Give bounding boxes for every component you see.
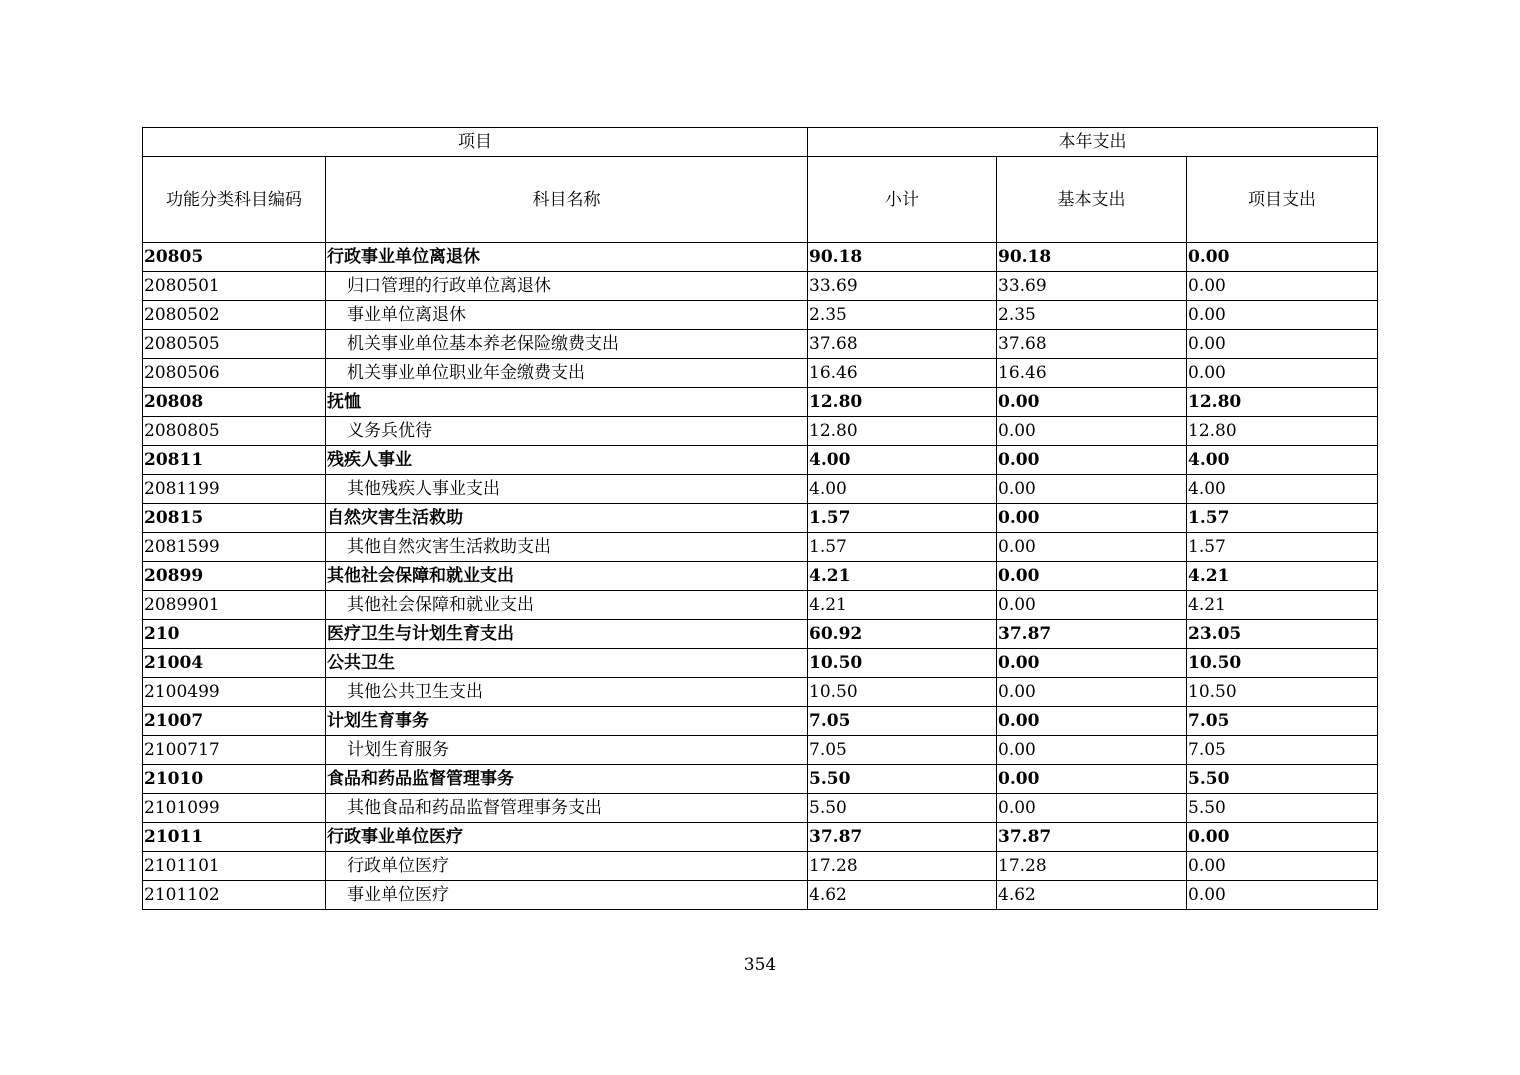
cell-name: 残疾人事业: [326, 446, 808, 475]
cell-project-expense: 1.57: [1187, 504, 1378, 533]
header-code: 功能分类科目编码: [143, 157, 326, 243]
cell-project-expense: 0.00: [1187, 852, 1378, 881]
cell-basic-expense: 0.00: [997, 504, 1187, 533]
cell-basic-expense: 0.00: [997, 533, 1187, 562]
cell-name: 医疗卫生与计划生育支出: [326, 620, 808, 649]
cell-basic-expense: 0.00: [997, 417, 1187, 446]
header-project-expense: 项目支出: [1187, 157, 1378, 243]
cell-subtotal: 33.69: [808, 272, 997, 301]
header-row-group: [143, 128, 1378, 157]
cell-project-expense: 0.00: [1187, 881, 1378, 910]
cell-project-expense: 0.00: [1187, 359, 1378, 388]
table-row: [143, 591, 1378, 620]
cell-subtotal: 7.05: [808, 736, 997, 765]
cell-subtotal: 2.35: [808, 301, 997, 330]
cell-basic-expense: 90.18: [997, 243, 1187, 272]
cell-project-expense: 0.00: [1187, 243, 1378, 272]
table-row: [143, 765, 1378, 794]
cell-project-expense: 0.00: [1187, 823, 1378, 852]
cell-project-expense: 12.80: [1187, 388, 1378, 417]
table-row: [143, 475, 1378, 504]
cell-project-expense: 12.80: [1187, 417, 1378, 446]
table-row: [143, 272, 1378, 301]
cell-code: 2080805: [143, 417, 326, 446]
cell-code: 21004: [143, 649, 326, 678]
cell-project-expense: 1.57: [1187, 533, 1378, 562]
table-row: [143, 504, 1378, 533]
cell-name: 机关事业单位职业年金缴费支出: [326, 359, 808, 388]
cell-code: 21007: [143, 707, 326, 736]
table-row: [143, 446, 1378, 475]
cell-project-expense: 7.05: [1187, 707, 1378, 736]
cell-subtotal: 4.21: [808, 591, 997, 620]
cell-project-expense: 10.50: [1187, 649, 1378, 678]
cell-code: 20815: [143, 504, 326, 533]
cell-project-expense: 10.50: [1187, 678, 1378, 707]
cell-basic-expense: 0.00: [997, 794, 1187, 823]
cell-code: 2101099: [143, 794, 326, 823]
cell-basic-expense: 0.00: [997, 649, 1187, 678]
table-row: [143, 359, 1378, 388]
cell-name: 机关事业单位基本养老保险缴费支出: [326, 330, 808, 359]
cell-name: 行政事业单位医疗: [326, 823, 808, 852]
header-name: 科目名称: [326, 157, 808, 243]
cell-code: 20805: [143, 243, 326, 272]
cell-code: 210: [143, 620, 326, 649]
page-number: 354: [743, 955, 777, 975]
cell-basic-expense: 17.28: [997, 852, 1187, 881]
cell-subtotal: 5.50: [808, 794, 997, 823]
cell-basic-expense: 37.68: [997, 330, 1187, 359]
cell-subtotal: 10.50: [808, 678, 997, 707]
cell-basic-expense: 37.87: [997, 823, 1187, 852]
cell-code: 2101101: [143, 852, 326, 881]
table-row: [143, 678, 1378, 707]
cell-code: 2080502: [143, 301, 326, 330]
cell-code: 20899: [143, 562, 326, 591]
table-row: [143, 794, 1378, 823]
cell-name: 抚恤: [326, 388, 808, 417]
cell-project-expense: 4.00: [1187, 475, 1378, 504]
cell-basic-expense: 0.00: [997, 562, 1187, 591]
cell-name: 其他社会保障和就业支出: [326, 591, 808, 620]
header-subtotal: 小计: [808, 157, 997, 243]
table-row: [143, 852, 1378, 881]
cell-project-expense: 0.00: [1187, 330, 1378, 359]
cell-basic-expense: 0.00: [997, 765, 1187, 794]
cell-subtotal: 37.87: [808, 823, 997, 852]
cell-project-expense: 5.50: [1187, 794, 1378, 823]
cell-name: 事业单位离退休: [326, 301, 808, 330]
header-basic-expense: 基本支出: [997, 157, 1187, 243]
table-row: [143, 243, 1378, 272]
cell-code: 2080506: [143, 359, 326, 388]
budget-expenditure-table: [142, 127, 1378, 910]
cell-project-expense: 4.00: [1187, 446, 1378, 475]
cell-basic-expense: 2.35: [997, 301, 1187, 330]
cell-project-expense: 0.00: [1187, 301, 1378, 330]
cell-basic-expense: 33.69: [997, 272, 1187, 301]
cell-name: 行政事业单位离退休: [326, 243, 808, 272]
cell-code: 2080505: [143, 330, 326, 359]
cell-code: 20811: [143, 446, 326, 475]
cell-name: 公共卫生: [326, 649, 808, 678]
cell-name: 事业单位医疗: [326, 881, 808, 910]
cell-project-expense: 5.50: [1187, 765, 1378, 794]
header-expense-group: 本年支出: [808, 128, 1378, 157]
table-row: [143, 620, 1378, 649]
cell-name: 行政单位医疗: [326, 852, 808, 881]
cell-name: 其他公共卫生支出: [326, 678, 808, 707]
cell-subtotal: 10.50: [808, 649, 997, 678]
cell-basic-expense: 0.00: [997, 475, 1187, 504]
cell-subtotal: 4.62: [808, 881, 997, 910]
cell-basic-expense: 0.00: [997, 678, 1187, 707]
cell-basic-expense: 0.00: [997, 591, 1187, 620]
cell-name: 其他食品和药品监督管理事务支出: [326, 794, 808, 823]
table-row: [143, 707, 1378, 736]
table-row: [143, 649, 1378, 678]
cell-name: 归口管理的行政单位离退休: [326, 272, 808, 301]
cell-subtotal: 7.05: [808, 707, 997, 736]
cell-name: 计划生育服务: [326, 736, 808, 765]
table-row: [143, 533, 1378, 562]
cell-project-expense: 7.05: [1187, 736, 1378, 765]
cell-subtotal: 90.18: [808, 243, 997, 272]
header-item-group: 项目: [143, 128, 808, 157]
cell-subtotal: 37.68: [808, 330, 997, 359]
cell-code: 2101102: [143, 881, 326, 910]
cell-code: 20808: [143, 388, 326, 417]
cell-subtotal: 60.92: [808, 620, 997, 649]
cell-code: 2100717: [143, 736, 326, 765]
cell-name: 义务兵优待: [326, 417, 808, 446]
table-row: [143, 823, 1378, 852]
cell-subtotal: 4.00: [808, 475, 997, 504]
cell-basic-expense: 37.87: [997, 620, 1187, 649]
cell-basic-expense: 0.00: [997, 707, 1187, 736]
table-row: [143, 881, 1378, 910]
table-row: [143, 562, 1378, 591]
table-row: [143, 301, 1378, 330]
cell-basic-expense: 4.62: [997, 881, 1187, 910]
table-row: [143, 417, 1378, 446]
cell-project-expense: 23.05: [1187, 620, 1378, 649]
cell-name: 食品和药品监督管理事务: [326, 765, 808, 794]
cell-subtotal: 1.57: [808, 533, 997, 562]
cell-project-expense: 0.00: [1187, 272, 1378, 301]
cell-code: 2081599: [143, 533, 326, 562]
header-row-columns: [143, 157, 1378, 243]
cell-name: 自然灾害生活救助: [326, 504, 808, 533]
table-body: [143, 243, 1378, 910]
cell-code: 2089901: [143, 591, 326, 620]
cell-subtotal: 5.50: [808, 765, 997, 794]
cell-name: 其他社会保障和就业支出: [326, 562, 808, 591]
cell-basic-expense: 0.00: [997, 388, 1187, 417]
cell-basic-expense: 16.46: [997, 359, 1187, 388]
cell-subtotal: 12.80: [808, 388, 997, 417]
cell-basic-expense: 0.00: [997, 446, 1187, 475]
cell-name: 计划生育事务: [326, 707, 808, 736]
cell-project-expense: 4.21: [1187, 591, 1378, 620]
cell-subtotal: 4.00: [808, 446, 997, 475]
cell-code: 2081199: [143, 475, 326, 504]
cell-subtotal: 4.21: [808, 562, 997, 591]
table-row: [143, 388, 1378, 417]
cell-basic-expense: 0.00: [997, 736, 1187, 765]
cell-subtotal: 1.57: [808, 504, 997, 533]
cell-name: 其他自然灾害生活救助支出: [326, 533, 808, 562]
cell-project-expense: 4.21: [1187, 562, 1378, 591]
cell-subtotal: 12.80: [808, 417, 997, 446]
cell-code: 2080501: [143, 272, 326, 301]
cell-code: 21010: [143, 765, 326, 794]
table-row: [143, 736, 1378, 765]
cell-subtotal: 16.46: [808, 359, 997, 388]
cell-code: 2100499: [143, 678, 326, 707]
table-row: [143, 330, 1378, 359]
cell-subtotal: 17.28: [808, 852, 997, 881]
cell-name: 其他残疾人事业支出: [326, 475, 808, 504]
cell-code: 21011: [143, 823, 326, 852]
